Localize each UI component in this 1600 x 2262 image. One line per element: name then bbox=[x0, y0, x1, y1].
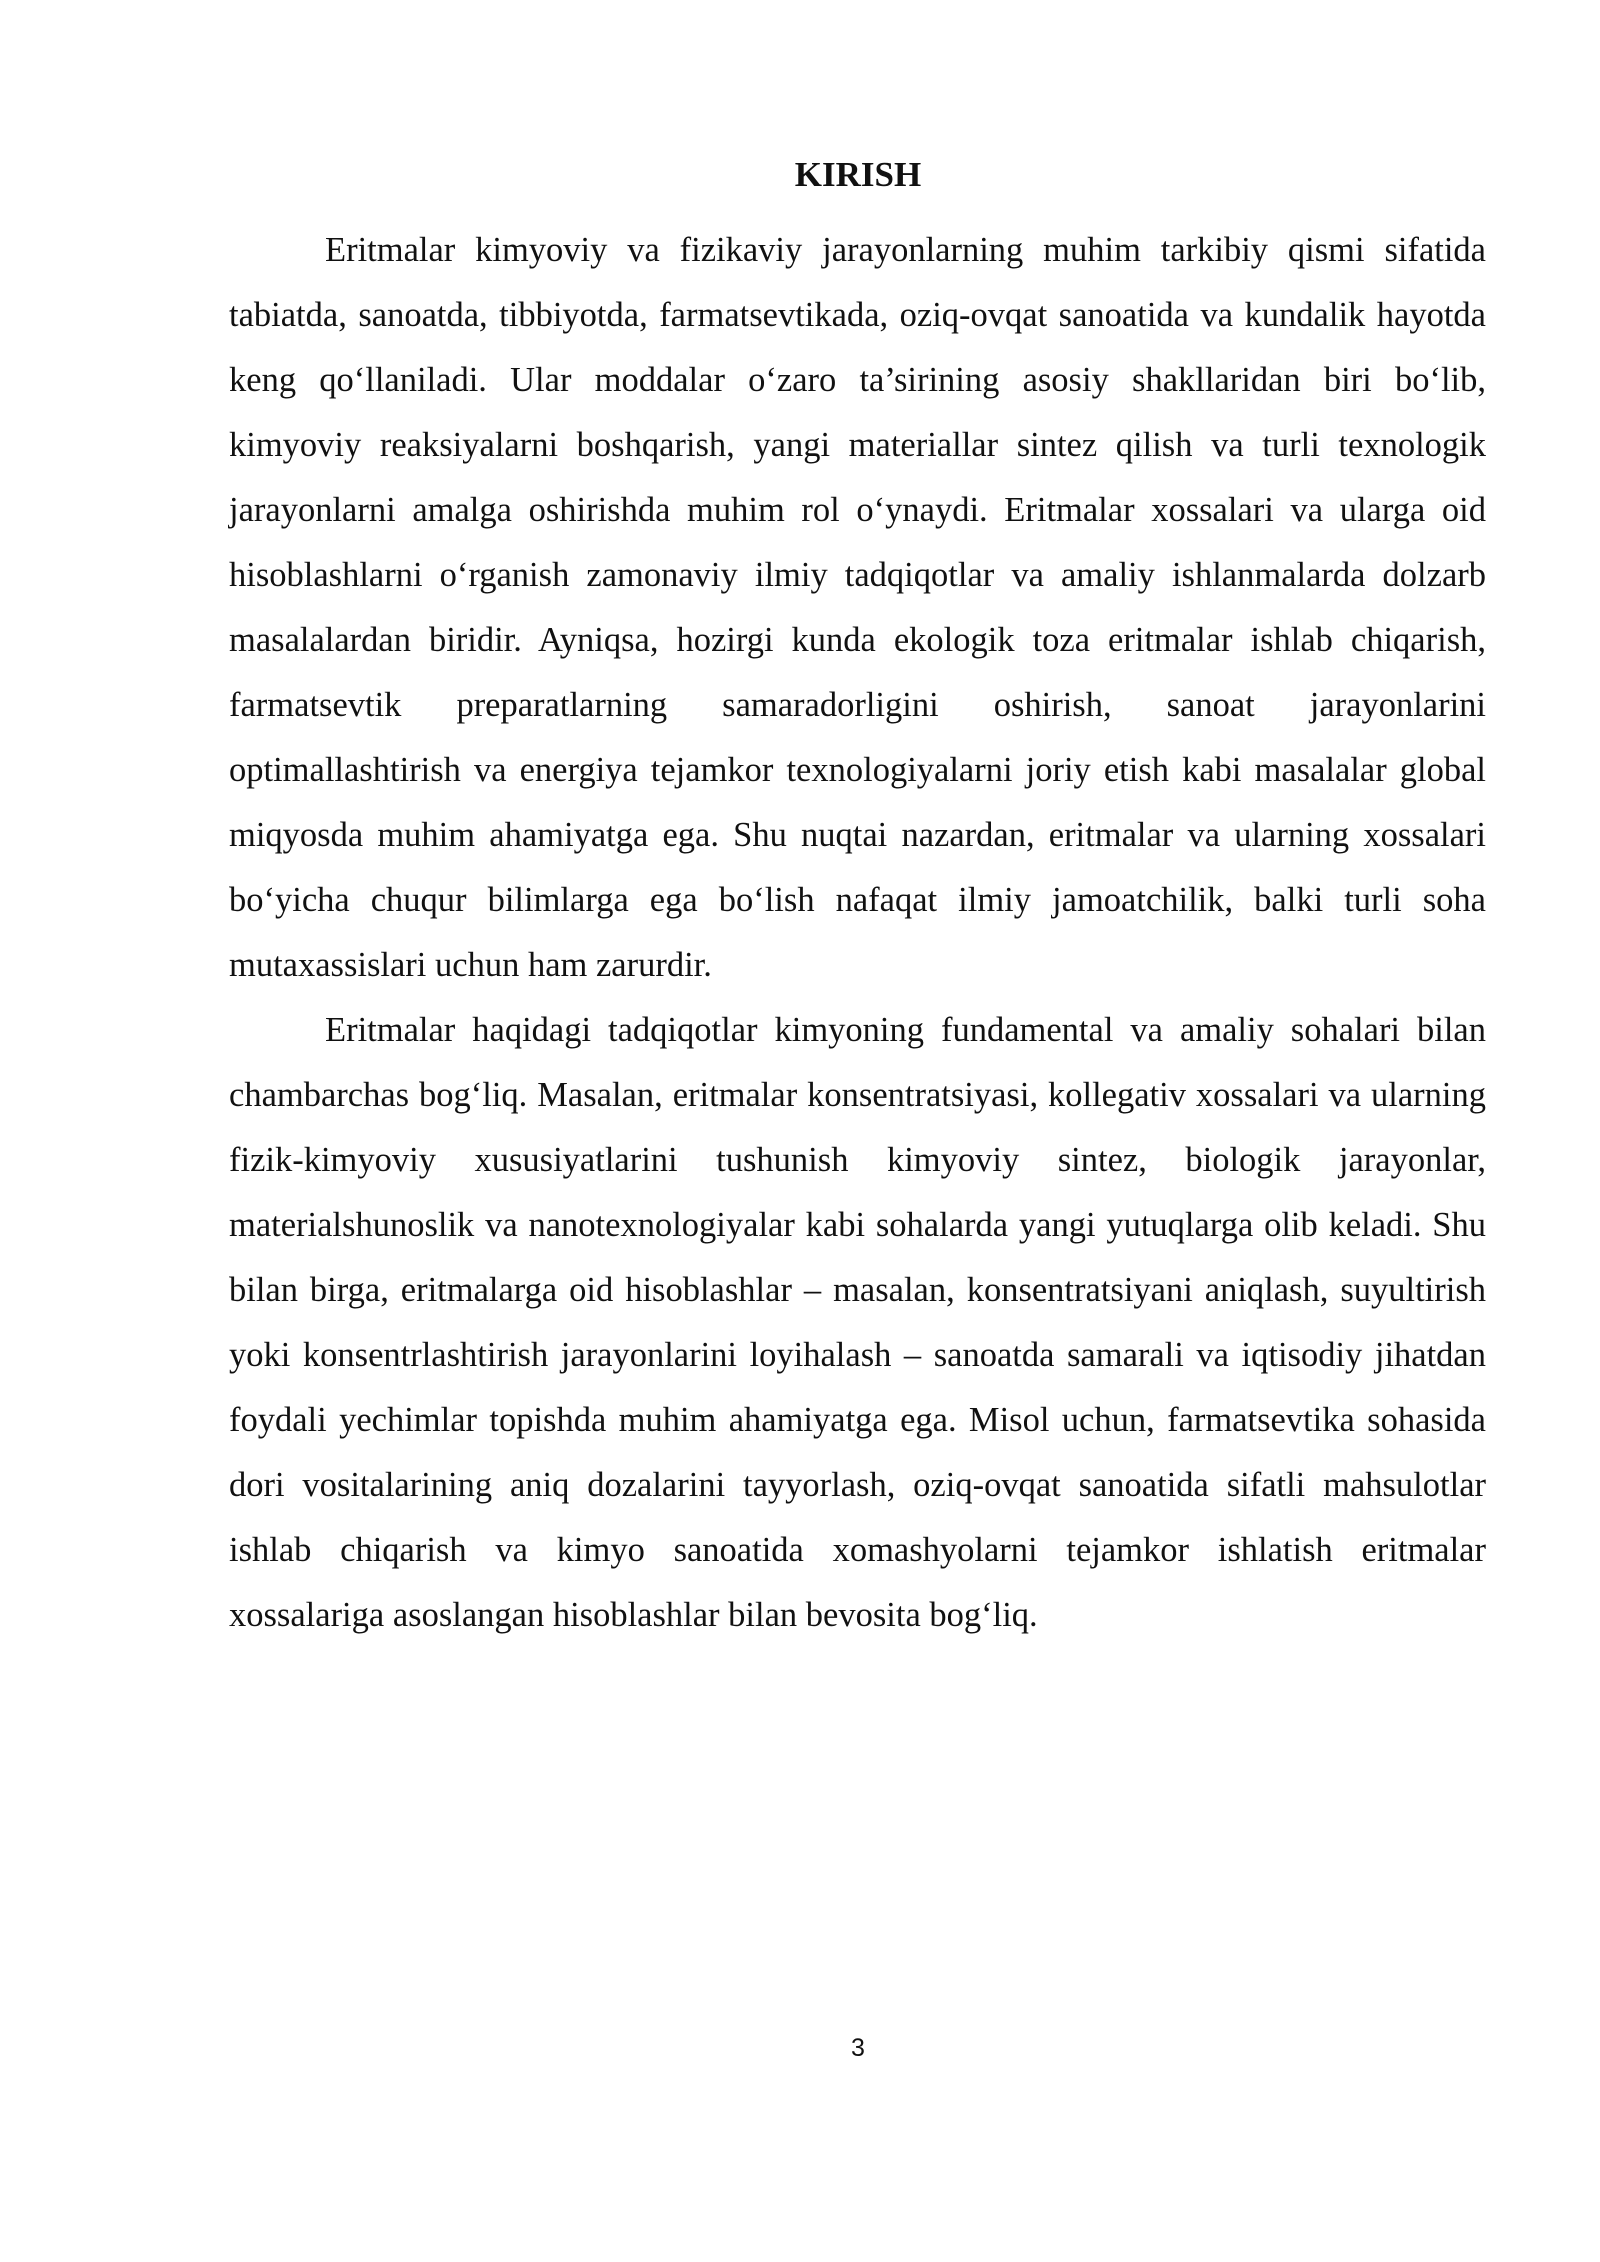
page-number: 3 bbox=[851, 2034, 865, 2062]
section-heading: KIRISH bbox=[794, 155, 922, 194]
paragraph-2: Eritmalar haqidagi tadqiqotlar kimyoning fundamental va amaliy sohalari bilan chambarchas bog‘liq. Masalan, eritmalar konsentratsiyasi, kollegativ xossalari va ularning fizik-kimyoviy xususiyatlarini tushunish kimyoviy sintez, biologik jarayonlar, materialshunoslik va nanotexnologiyalar kabi sohalarda yangi yutuqlarga olib keladi. Shu bilan birga, eritmalarga oid hisoblashlar – masalan, konsentratsiyani aniqlash, suyultirish yoki konsentrlashtirish jarayonlarini loyihalash – sanoatda samarali va iqtisodiy jihatdan foydali yechimlar topishda muhim ahamiyatga ega. Misol uchun, farmatsevtika sohasida dori vositalarining aniq dozalarini tayyorlash, oziq-ovqat sanoatida sifatli mahsulotlar ishlab chiqarish va kimyo sanoatida xomashyolarni tejamkor ishlatish eritmalar xossalariga asoslangan hisoblashlar bilan bevosita bog‘liq. bbox=[229, 1011, 1486, 1634]
body-text bbox=[229, 218, 1486, 1648]
paragraph-1: Eritmalar kimyoviy va fizikaviy jarayonlarning muhim tarkibiy qismi sifatida tabiatda, sanoatda, tibbiyotda, farmatsevtikada, oziq-ovqat sanoatida va kundalik hayotda keng qo‘llaniladi. Ular moddalar o‘zaro ta’sirining asosiy shakllaridan biri bo‘lib, kimyoviy reaksiyalarni boshqarish, yangi materiallar sintez qilish va turli texnologik jarayonlarni amalga oshirishda muhim rol o‘ynaydi. Eritmalar xossalari va ularga oid hisoblashlarni o‘rganish zamonaviy ilmiy tadqiqotlar va amaliy ishlanmalarda dolzarb masalalardan biridir. Ayniqsa, hozirgi kunda ekologik toza eritmalar ishlab chiqarish, farmatsevtik preparatlarning samaradorligini oshirish, sanoat jarayonlarini optimallashtirish va energiya tejamkor texnologiyalarni joriy etish kabi masalalar global miqyosda muhim ahamiyatga ega. Shu nuqtai nazardan, eritmalar va ularning xossalari bo‘yicha chuqur bilimlarga ega bo‘lish nafaqat ilmiy jamoatchilik, balki turli soha mutaxassislari uchun ham zarurdir. bbox=[229, 231, 1486, 984]
